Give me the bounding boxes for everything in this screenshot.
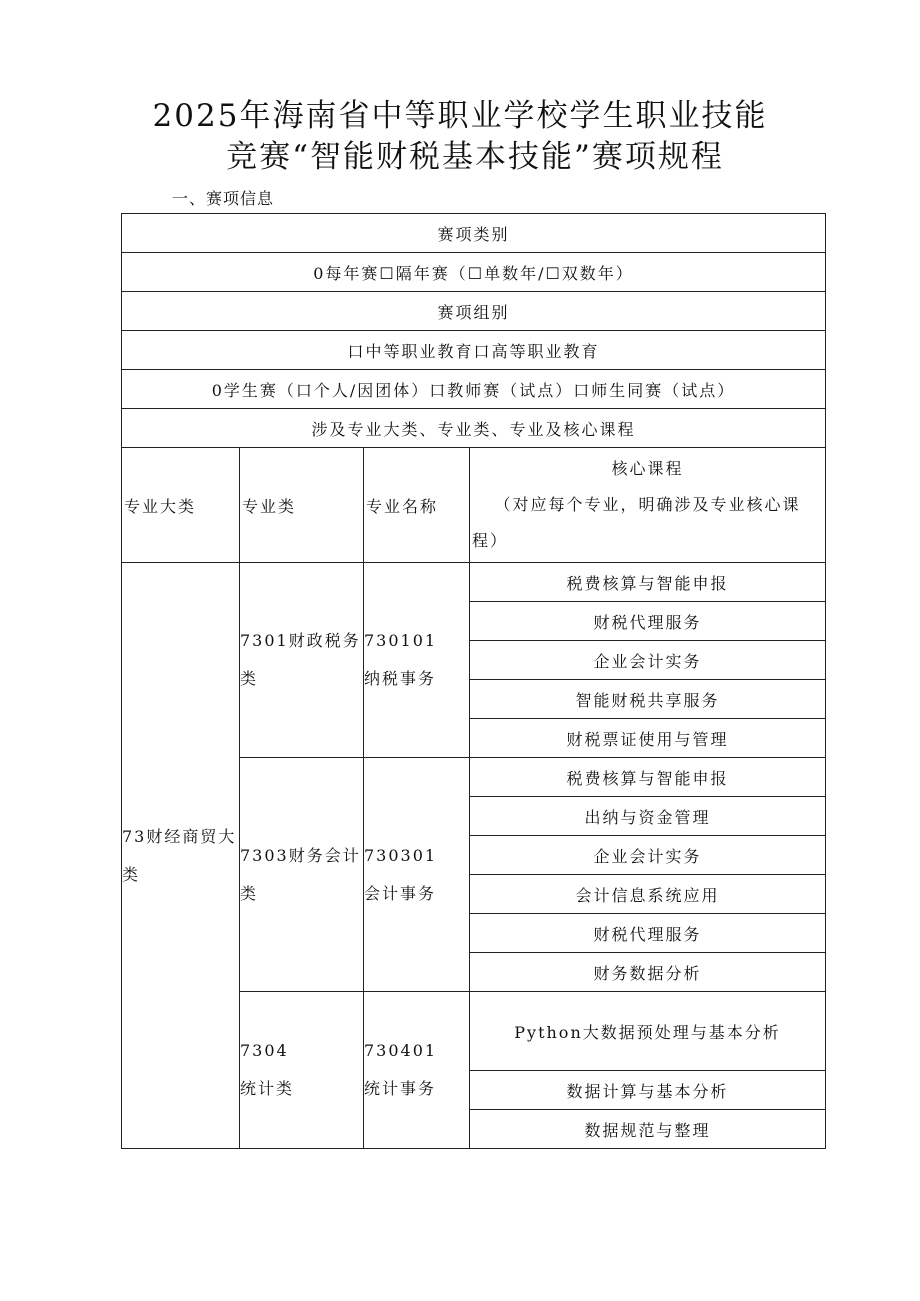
major-class-line-1: 7304 [240,1041,289,1060]
major-class-line-2: 统计类 [240,1079,295,1098]
major-class-line-1: 7301财政税务 [240,631,361,650]
course-cell: 企业会计实务 [470,836,826,875]
major-group-cell [122,563,240,1149]
core-courses-note: （对应每个专业，明确涉及专业核心课 [494,495,801,514]
major-group-line-2: 类 [122,864,141,884]
major-name-cell [364,758,470,992]
major-name-cell [364,992,470,1149]
course-cell: 税费核算与智能申报 [470,758,826,797]
core-courses-title: 核心课程 [611,459,684,478]
header-core-courses [470,448,826,563]
course-cell: 财税票证使用与管理 [470,719,826,758]
course-cell: Python大数据预处理与基本分析 [470,992,826,1071]
core-courses-note-end: 程） [472,531,509,550]
course-cell: 财务数据分析 [470,953,826,992]
category-value-cell: 0每年赛☐隔年赛（☐单数年/☐双数年） [122,253,826,292]
major-code: 730301 [364,845,438,865]
major-class-line-2: 类 [240,883,259,903]
course-cell: 会计信息系统应用 [470,875,826,914]
type-value-cell: 0学生赛（口个人/因团体）口教师赛（试点）口师生同赛（试点） [122,370,826,409]
group-value-cell: 口中等职业教育口高等职业教育 [122,331,826,370]
category-label-cell: 赛项类别 [122,214,826,253]
page-title-line-1: 2025年海南省中等职业学校学生职业技能 [152,98,768,134]
major-class-cell [240,563,364,758]
course-cell: 财税代理服务 [470,602,826,641]
page-title-line-2: 竞赛“智能财税基本技能”赛项规程 [226,139,724,175]
major-name: 会计事务 [364,883,437,903]
major-name: 统计事务 [364,1079,437,1098]
course-cell: 数据规范与整理 [470,1110,826,1149]
major-class-cell [240,992,364,1149]
course-cell: 税费核算与智能申报 [470,563,826,602]
course-cell: 企业会计实务 [470,641,826,680]
group-label-cell: 赛项组别 [122,292,826,331]
major-name: 纳税事务 [364,669,437,688]
course-cell: 财税代理服务 [470,914,826,953]
header-major-class: 专业类 [240,448,364,563]
section-heading: 一、赛项信息 [172,189,275,208]
major-class-cell [240,758,364,992]
major-class-line-1: 7303财务会计 [240,845,361,865]
competition-info-table [121,213,826,1149]
course-cell: 数据计算与基本分析 [470,1071,826,1110]
course-cell: 出纳与资金管理 [470,797,826,836]
header-major-name: 专业名称 [364,448,470,563]
course-cell: 智能财税共享服务 [470,680,826,719]
major-group-line-1: 73财经商贸大 [122,826,237,846]
major-code: 730401 [364,1041,438,1060]
major-class-line-2: 类 [240,669,259,688]
majors-label-cell: 涉及专业大类、专业类、专业及核心课程 [122,409,826,448]
major-code: 730101 [364,631,438,650]
header-major-group: 专业大类 [122,448,240,563]
major-name-cell [364,563,470,758]
